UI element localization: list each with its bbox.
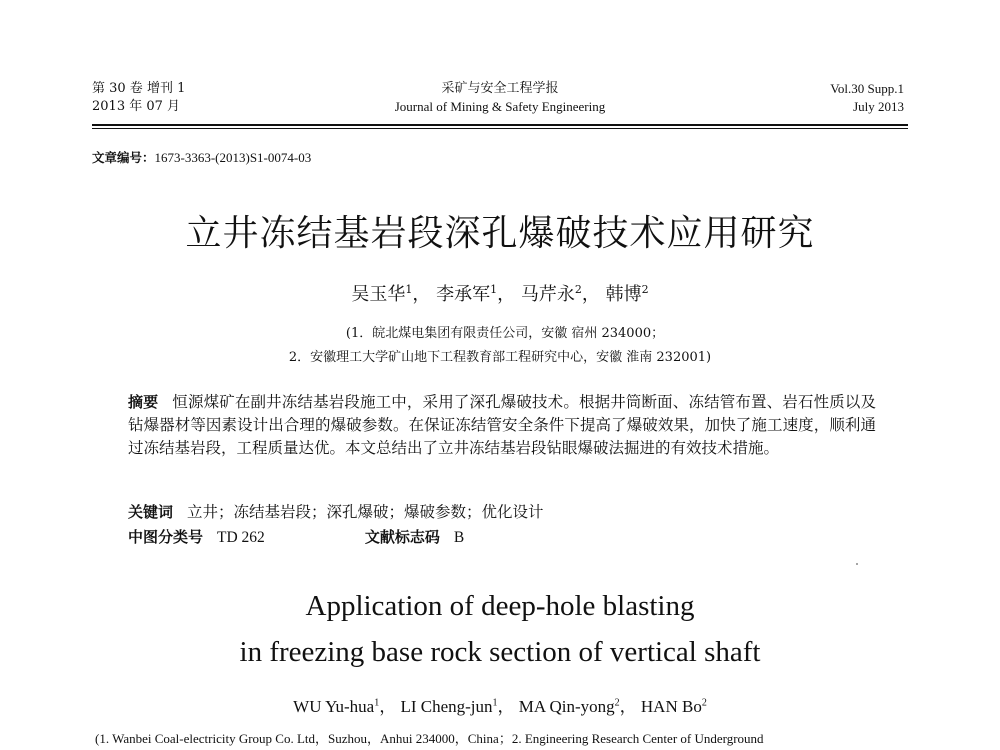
journal-name-cn: 采矿与安全工程学报 <box>441 81 559 96</box>
classification-line <box>128 526 464 547</box>
affiliation-en: (1. Wanbei Coal-electricity Group Co. Ltd，Suzhou，Anhui 234000，China；2. Engineering Research Center of Underground <box>95 731 764 746</box>
title-cn: 立井冻结基岩段深孔爆破技术应用研究 <box>185 213 815 254</box>
author-en-affil-mark: 1 <box>374 697 380 709</box>
authors-cn <box>0 280 1000 306</box>
article-number-value: 1673-3363-(2013)S1-0074-03 <box>154 150 312 165</box>
date-cn: 2013 年 07 月 <box>92 99 181 114</box>
author-cn: 李承军 <box>436 284 491 305</box>
author-separator: ， <box>412 284 431 305</box>
affiliation-cn-2: 2．安徽理工大学矿山地下工程教育部工程研究中心，安徽 淮南 232001) <box>288 350 712 365</box>
author-separator: ， <box>497 697 515 716</box>
article-number <box>92 148 311 166</box>
title-en-line1: Application of deep-hole blasting <box>305 590 695 622</box>
keywords-cn <box>128 500 544 522</box>
author-en: MA Qin-yong <box>518 697 615 716</box>
authors-en <box>0 692 1000 717</box>
journal-name-en: Journal of Mining & Safety Engineering <box>394 99 606 114</box>
author-cn-affil-mark: 2 <box>574 283 582 296</box>
abstract-cn <box>128 391 876 460</box>
author-separator: ， <box>497 284 516 305</box>
author-en: WU Yu-hua <box>293 697 375 716</box>
author-cn-affil-mark: 1 <box>405 283 413 296</box>
scan-speck <box>856 563 858 565</box>
title-en-line2: in freezing base rock section of vertical shaft <box>239 636 761 668</box>
keywords-text: 立井；冻结基岩段；深孔爆破；爆破参数；优化设计 <box>187 503 544 521</box>
header-rule-thin <box>92 128 908 129</box>
author-en-affil-mark: 1 <box>492 697 498 709</box>
author-cn: 吴玉华 <box>351 284 406 305</box>
author-cn: 马芹永 <box>520 284 575 305</box>
author-cn-affil-mark: 1 <box>490 283 498 296</box>
author-en-affil-mark: 2 <box>614 697 620 709</box>
classification-label: 中图分类号 <box>128 528 204 546</box>
author-separator: ， <box>619 697 637 716</box>
author-en: LI Cheng-jun <box>400 697 493 716</box>
classification-value: TD 262 <box>217 529 265 546</box>
abstract-text: 恒源煤矿在副井冻结基岩段施工中，采用了深孔爆破技术。根据井筒断面、冻结管布置、岩石性质以及钻爆器材等因素设计出合理的爆破参数。在保证冻结管安全条件下提高了爆破效果，加快了施工速度，顺利通过冻结基岩段，工程质量达优。本文总结出了立井冻结基岩段钻眼爆破法掘进的有效技术措施。 <box>128 393 876 457</box>
affiliation-cn-1: (1．皖北煤电集团有限责任公司，安徽 宿州 234000； <box>345 326 665 341</box>
date-en: July 2013 <box>853 99 904 114</box>
article-number-label: 文章编号： <box>92 150 155 165</box>
abstract-label: 摘要 <box>128 393 159 411</box>
document-code-label: 文献标志码 <box>364 528 440 546</box>
author-cn-affil-mark: 2 <box>641 283 649 296</box>
document-code-value: B <box>453 529 465 546</box>
author-en-affil-mark: 2 <box>701 697 707 709</box>
author-cn: 韩博 <box>605 284 642 305</box>
author-separator: ， <box>581 284 600 305</box>
volume-en: Vol.30 Supp.1 <box>830 81 904 96</box>
header-rule-thick <box>92 124 908 126</box>
author-en: HAN Bo <box>640 697 702 716</box>
keywords-label: 关键词 <box>128 503 174 521</box>
volume-cn: 第 30 卷 增刊 1 <box>92 81 186 96</box>
author-separator: ， <box>379 697 397 716</box>
header-right <box>830 80 904 116</box>
